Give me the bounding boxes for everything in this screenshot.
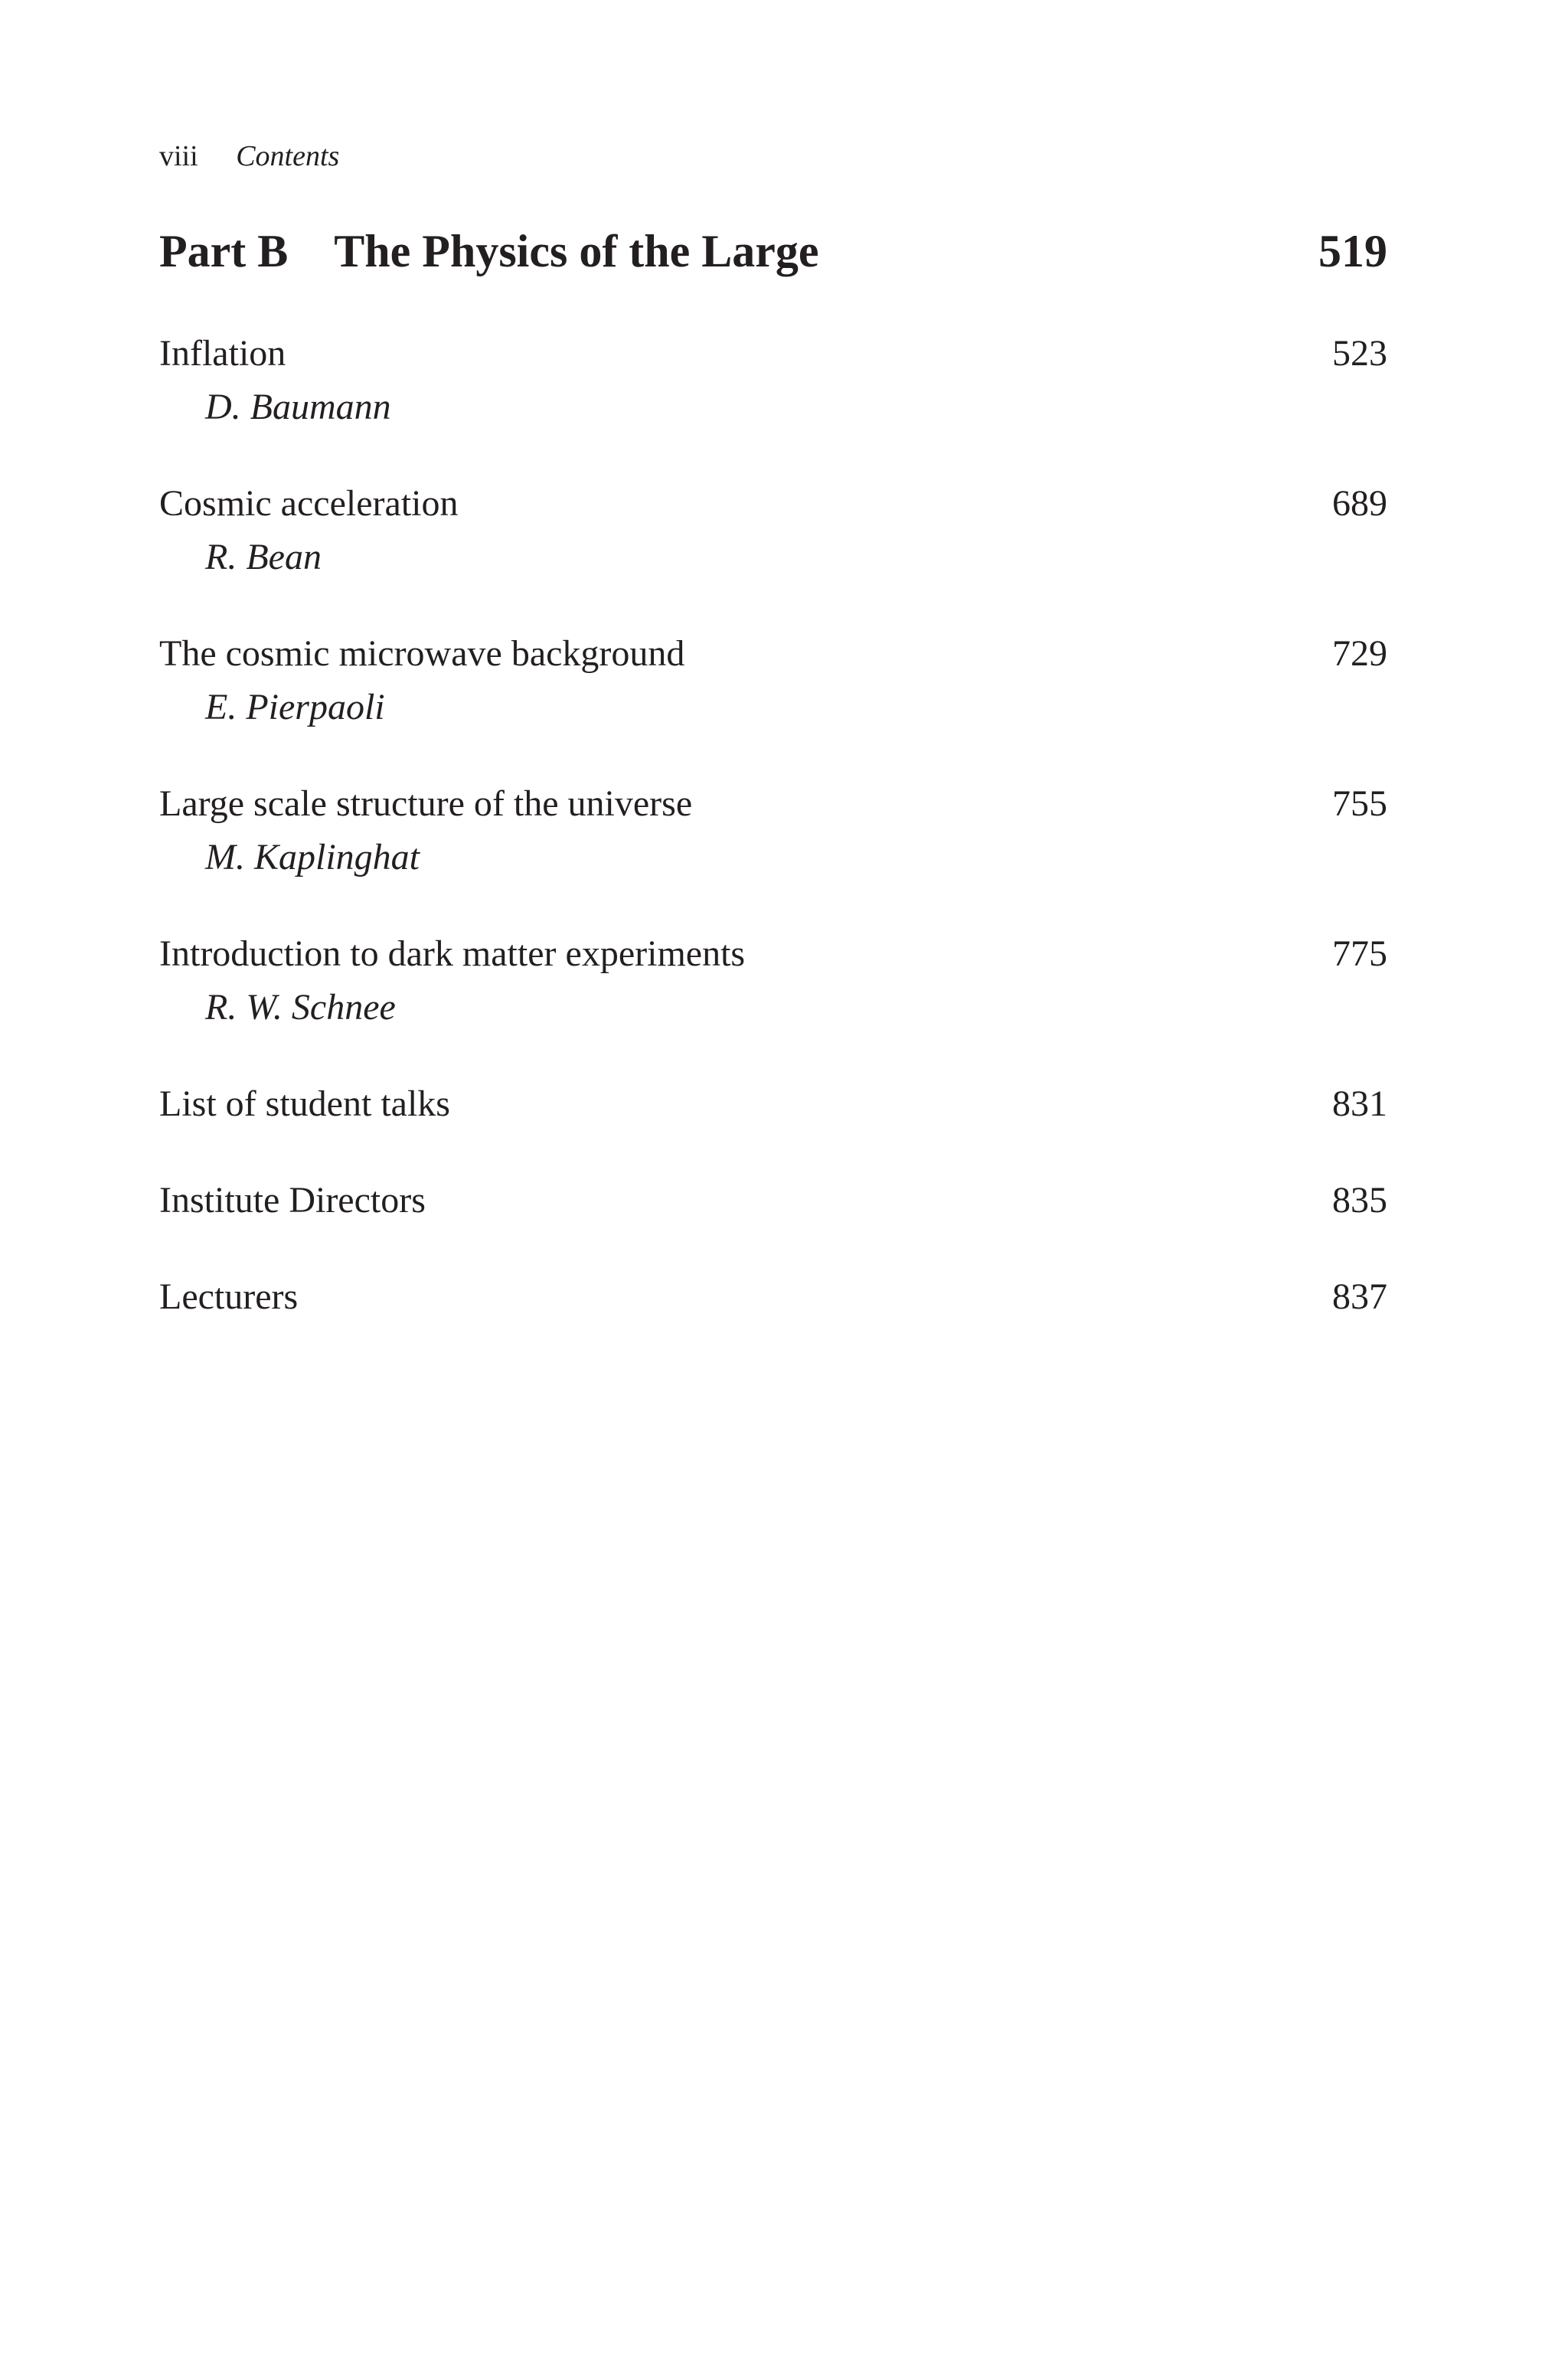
part-title: The Physics of the Large [334, 226, 819, 276]
toc-entry [159, 631, 1387, 730]
toc-entry-row [159, 931, 1387, 977]
toc-entry [159, 931, 1387, 1031]
part-heading-text [159, 222, 819, 280]
toc-entry-row [159, 481, 1387, 527]
toc-entry-page: 837 [1332, 1276, 1387, 1317]
page-folio: viii [159, 140, 198, 172]
toc-entry-title: Institute Directors [159, 1180, 426, 1221]
toc-entry-author: D. Baumann [205, 387, 391, 427]
part-page-number: 519 [1318, 226, 1387, 276]
toc-entry-row [159, 781, 1387, 827]
toc-entry-row [159, 1081, 1387, 1127]
toc-entry-author: R. W. Schnee [205, 987, 396, 1028]
toc-entry [159, 1081, 1387, 1127]
running-head-title: Contents [236, 140, 340, 172]
toc-entry [159, 1178, 1387, 1224]
toc-entry-author: M. Kaplinghat [205, 837, 420, 877]
toc-entry-page: 831 [1332, 1083, 1387, 1124]
part-label: Part B [159, 226, 289, 276]
toc-entry-title: The cosmic microwave background [159, 633, 685, 674]
toc-entry-title: Cosmic acceleration [159, 483, 459, 524]
toc-entry-row [159, 331, 1387, 377]
toc-entry-page: 729 [1332, 633, 1387, 674]
toc-entry-row [159, 1274, 1387, 1320]
toc-entry [159, 481, 1387, 580]
toc-entry-page: 755 [1332, 783, 1387, 824]
toc-entry-title: List of student talks [159, 1083, 450, 1124]
toc-entry-author: E. Pierpaoli [205, 687, 385, 727]
part-heading [159, 222, 1387, 280]
toc-entry-page: 523 [1332, 333, 1387, 374]
toc-entry-title: Introduction to dark matter experiments [159, 933, 746, 974]
toc-entry-title: Lecturers [159, 1276, 299, 1317]
running-head [159, 138, 339, 175]
toc-entry [159, 781, 1387, 881]
toc-entry-row [159, 631, 1387, 677]
toc-entry-author: R. Bean [205, 537, 322, 577]
toc-entry-page: 835 [1332, 1180, 1387, 1221]
toc-entry [159, 1274, 1387, 1320]
toc-entry-title: Inflation [159, 333, 286, 374]
toc-entry-row [159, 1178, 1387, 1224]
toc-entry-title: Large scale structure of the universe [159, 783, 693, 824]
toc-entry-page: 775 [1332, 933, 1387, 974]
toc-entry-page: 689 [1332, 483, 1387, 524]
toc-entry [159, 331, 1387, 430]
